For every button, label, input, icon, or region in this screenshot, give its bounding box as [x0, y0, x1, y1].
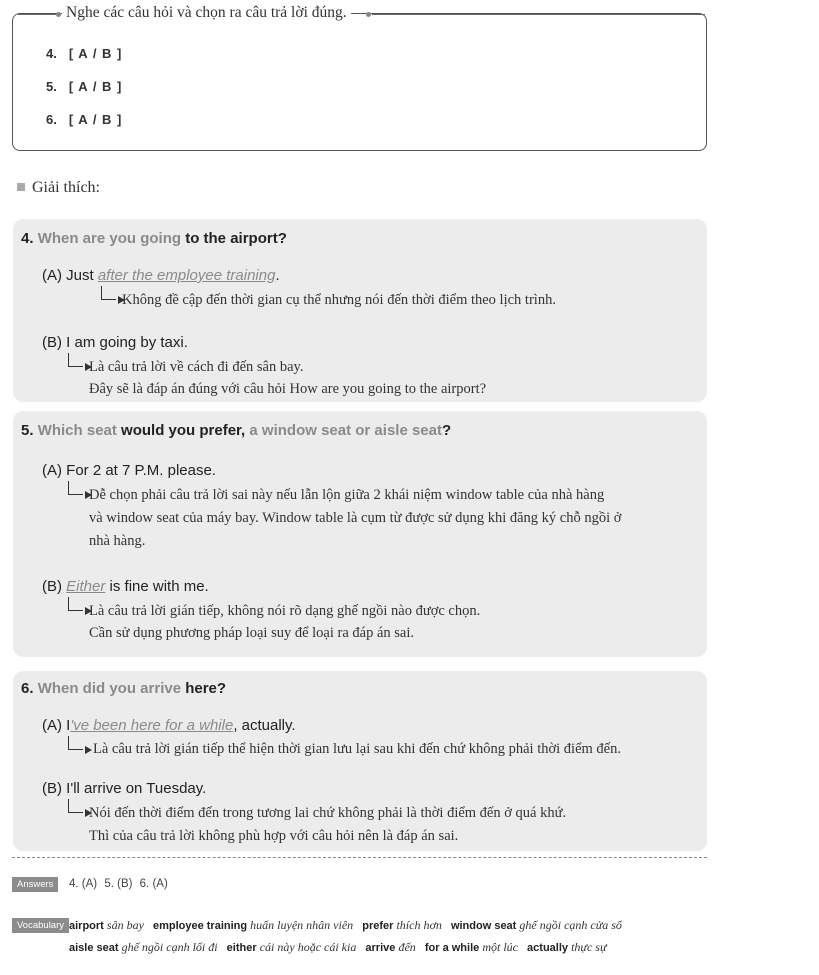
arrow-hook-icon: [68, 353, 83, 367]
item-choice[interactable]: [ A / B ]: [68, 46, 123, 61]
vocabulary-tag: Vocabulary: [12, 918, 69, 933]
option-5a: (A) For 2 at 7 P.M. please.: [42, 462, 216, 479]
arrow-hook-icon: [68, 481, 83, 495]
option-5b: (B) Either is fine with me.: [42, 578, 209, 595]
answer-item-6[interactable]: [46, 112, 122, 127]
question-5: 5. Which seat would you prefer, a window seat or aisle seat?: [21, 422, 452, 439]
item-number: 6.: [46, 112, 57, 127]
arrow-hook-icon: [101, 286, 116, 300]
option-4b: (B) I am going by taxi.: [42, 334, 188, 351]
explanation-5a-line3: nhà hàng.: [89, 533, 146, 549]
arrow-hook-icon: [68, 799, 83, 813]
item-choice[interactable]: [ A / B ]: [68, 112, 123, 127]
square-bullet-icon: [17, 183, 25, 191]
explanation-6a: Là câu trả lời gián tiếp thể hiện thời gian lưu lại sau khi đến chứ không phải thời điểm đến.: [93, 741, 621, 757]
explanation-5a-line1: Dễ chọn phải câu trả lời sai này nếu lẫn lộn giữa 2 khái niệm window table của nhà hàng: [89, 487, 605, 503]
explanation-6b-line1: Nói đến thời điểm đến trong tương lai chứ không phải là thời điểm đến ở quá khứ.: [89, 805, 567, 821]
answer-5: 5. (B): [104, 878, 133, 890]
instruction-dot-right: [366, 12, 371, 17]
question-4: 4. When are you going to the airport?: [21, 230, 287, 247]
answer-4: 4. (A): [69, 878, 98, 890]
option-6a: (A) I've been here for a while, actually.: [42, 717, 296, 734]
option-6b: (B) I'll arrive on Tuesday.: [42, 780, 207, 797]
explanation-heading: [17, 179, 100, 197]
option-4a: (A) Just after the employee training.: [42, 267, 280, 284]
vocabulary-line-1: airport sân bay employee training huấn luyện nhân viên prefer thích hơn window seat ghế ngồi cạnh cửa sổ: [69, 918, 622, 932]
explanation-5b-line1: Là câu trả lời gián tiếp, không nói rõ dạng ghế ngồi nào được chọn.: [89, 603, 481, 619]
answer-item-5[interactable]: [46, 79, 122, 94]
item-choice[interactable]: [ A / B ]: [68, 79, 123, 94]
arrow-hook-icon: [68, 597, 83, 611]
instruction-divider-left: [18, 14, 58, 15]
answer-item-4[interactable]: [46, 46, 122, 61]
explanation-4b-line1: Là câu trả lời về cách đi đến sân bay.: [89, 359, 304, 375]
answer-6: 6. (A): [139, 878, 168, 890]
instruction-divider-right: [372, 14, 705, 15]
vocabulary-line-2: aisle seat ghế ngồi cạnh lối đi either cái này hoặc cái kia arrive đến for a while một lúc actually thực sự: [69, 940, 607, 954]
item-number: 4.: [46, 46, 57, 61]
explanation-4b-line2: Đây sẽ là đáp án đúng với câu hỏi How are you going to the airport?: [89, 381, 487, 397]
explanation-6b-line2: Thì của câu trả lời không phù hợp với câu hỏi nên là đáp án sai.: [89, 828, 459, 844]
instruction-title: Nghe các câu hỏi và chọn ra câu trả lời đúng.: [62, 4, 351, 22]
explanation-4a: Không đề cập đến thời gian cụ thể nhưng nói đến thời điểm theo lịch trình.: [122, 292, 556, 308]
instruction-dot-left: [56, 12, 61, 17]
answers-tag: Answers: [12, 877, 58, 892]
explanation-heading-text: Giải thích:: [32, 179, 100, 196]
arrow-hook-icon: [68, 736, 83, 750]
item-number: 5.: [46, 79, 57, 94]
answers-list: [69, 878, 172, 890]
question-6: 6. When did you arrive here?: [21, 680, 227, 697]
explanation-5b-line2: Cần sử dụng phương pháp loại suy để loại ra đáp án sai.: [89, 625, 415, 641]
section-divider: [12, 857, 707, 858]
explanation-5a-line2: và window seat của máy bay. Window table là cụm từ được sử dụng khi đăng ký chỗ ngồi ở: [89, 510, 622, 526]
